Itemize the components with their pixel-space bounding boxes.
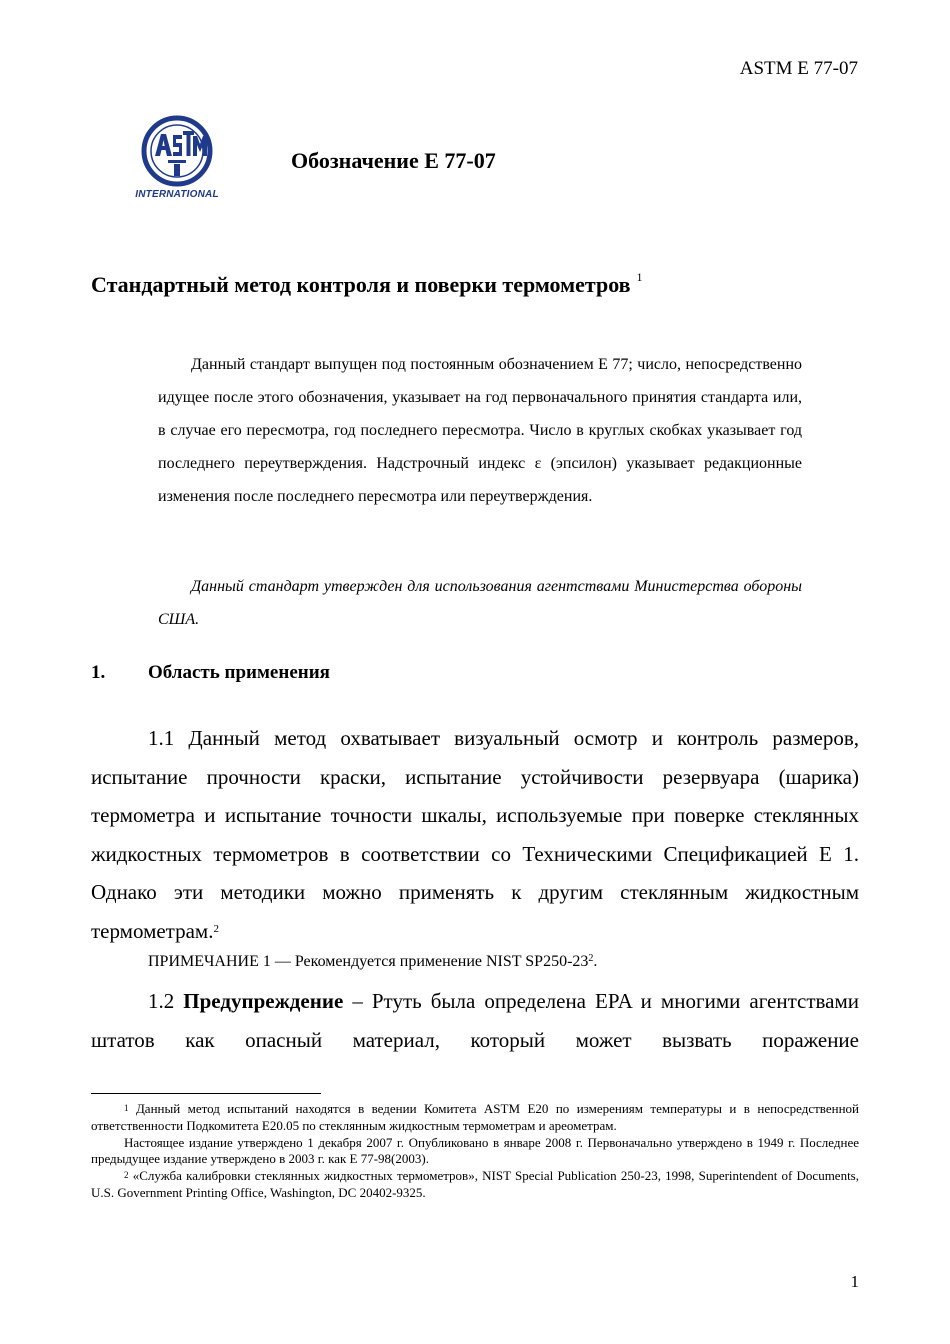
title-text: Стандартный метод контроля и поверки термометров xyxy=(91,272,631,297)
designation-notice xyxy=(158,348,802,513)
footnote-1-text: Данный метод испытаний находятся в ведении Комитета ASTM E20 по измерениям температуры и в непосредственной ответственности Подкомитета E20.05 по стеклянным жидкостным термометрам и ареометрам. xyxy=(91,1101,860,1133)
logo-caption: INTERNATIONAL xyxy=(135,189,219,200)
note-1 xyxy=(148,953,597,971)
page-number: 1 xyxy=(850,1272,859,1291)
section-number: 1. xyxy=(91,662,106,683)
astm-logo xyxy=(130,114,224,204)
paragraph-1-2 xyxy=(91,982,859,1059)
dod-notice-text: Данный стандарт утвержден для использования агентствами Министерства обороны США. xyxy=(158,578,802,628)
astm-logo-icon xyxy=(130,114,224,188)
paragraph-1-2-text: – Ртуть была определена EPA и многими агентствами штатов как опасный материал, который может вызвать поражение xyxy=(91,989,860,1052)
footnote-1-continued: Настоящее издание утверждено 1 декабря 2007 г. Опубликовано в январе 2008 г. Первоначально утверждено в 1949 г. Последнее предыдущее издание утверждено в 2003 г. как E 77-98(2003). xyxy=(91,1134,859,1167)
footnote-ref-2[interactable]: 2 xyxy=(213,922,219,935)
footnote-2-text: «Служба калибровки стеклянных жидкостных термометров», NIST Special Publication 250-23, 1998, Superintendent of Documents, U.S. Government Printing Office, Washington, DC 20402-9325. xyxy=(91,1168,859,1200)
footnote-2-marker: 2 xyxy=(124,1170,129,1181)
section-1-heading xyxy=(91,662,330,684)
paragraph-1-1 xyxy=(91,719,859,950)
note-1-end: . xyxy=(593,953,598,970)
footnote-1-marker: 1 xyxy=(124,1103,129,1113)
note-1-text: ПРИМЕЧАНИЕ 1 ― Рекомендуется применение NIST SP250-23 xyxy=(148,953,589,970)
paragraph-1-2-number: 1.2 xyxy=(148,989,175,1013)
warning-label: Предупреждение xyxy=(183,989,344,1013)
document-code: ASTM E 77-07 xyxy=(739,58,858,79)
designation-notice-text: Данный стандарт выпущен под постоянным обозначением Е 77; число, непосредственно идущее после этого обозначения, указывает на год первоначального принятия стандарта или, в случае его пересмотра, год последнего пересмотра. Число в круглых скобках указывает год последнего переутверждения. Надстрочный индекс ε (эпсилон) указывает редакционные изменения после последнего пересмотра или переутверждения. xyxy=(158,356,802,505)
footnote-divider xyxy=(91,1093,321,1094)
paragraph-1-1-text: 1.1 Данный метод охватывает визуальный осмотр и контроль размеров, испытание прочности краски, испытание устойчивости резервуара (шарика) термометра и испытание точности шкалы, используемые при поверке стеклянных жидкостных термометров в соответствии со Техническими Спецификацией Е 1. Однако эти методики можно применять к другим стеклянным жидкостным термометрам. xyxy=(91,726,859,943)
section-title: Область применения xyxy=(148,662,330,683)
designation-heading: Обозначение Е 77-07 xyxy=(291,148,496,173)
note-1-footnote-ref[interactable]: 2 xyxy=(588,953,594,964)
footnote-2 xyxy=(91,1168,859,1202)
dod-notice xyxy=(158,570,802,636)
footnote-1 xyxy=(91,1101,859,1135)
document-title xyxy=(91,272,643,298)
footnotes xyxy=(91,1101,859,1202)
title-footnote-ref[interactable]: 1 xyxy=(636,270,643,284)
